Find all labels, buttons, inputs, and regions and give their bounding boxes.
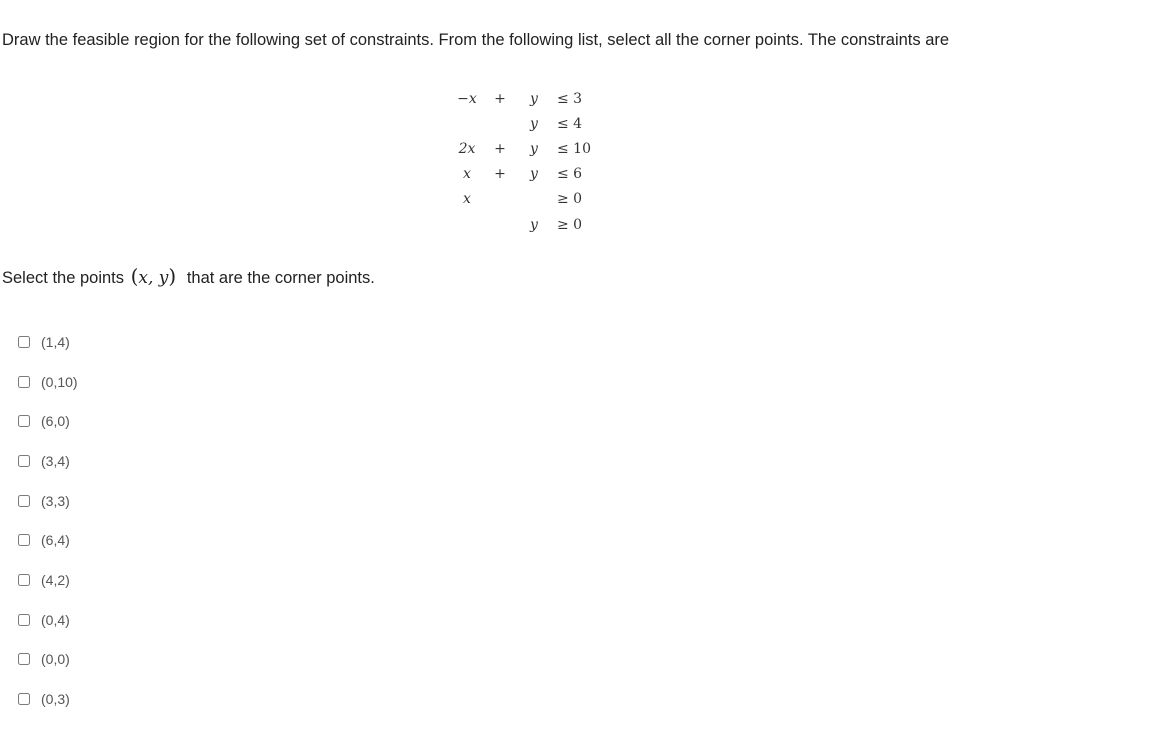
choice-label[interactable]: (6,4)	[41, 532, 70, 549]
constraint-y-term: y	[530, 216, 538, 233]
constraint-y-term: y	[530, 90, 538, 107]
point-variables: x, y	[138, 268, 169, 288]
checkbox[interactable]	[18, 653, 30, 665]
choice-label[interactable]: (0,10)	[41, 373, 78, 390]
choice-item[interactable]	[18, 600, 78, 640]
choice-item[interactable]	[18, 362, 78, 402]
checkbox[interactable]	[18, 336, 30, 348]
constraint-operator	[485, 212, 515, 237]
choice-item[interactable]	[18, 640, 78, 680]
constraint-relation: ≥ 0	[557, 191, 583, 208]
constraint-x-term: −x	[457, 90, 477, 107]
constraint-row-5	[449, 187, 607, 212]
point-notation	[130, 264, 177, 288]
choice-label[interactable]: (0,0)	[41, 651, 70, 668]
choice-item[interactable]	[18, 401, 78, 441]
constraint-x-term: x	[463, 166, 471, 183]
constraint-relation: ≤ 4	[557, 115, 583, 132]
constraint-y-term	[515, 187, 553, 212]
constraint-y-term: y	[530, 140, 538, 157]
choice-label[interactable]: (1,4)	[41, 333, 70, 350]
question-text: Draw the feasible region for the following set of constraints. From the following list, select all the corner points. The constraints are	[2, 31, 950, 49]
constraint-x-term	[449, 212, 485, 237]
checkbox[interactable]	[18, 376, 30, 388]
constraint-operator: +	[494, 166, 506, 183]
choice-label[interactable]: (0,4)	[41, 611, 70, 628]
choice-item[interactable]	[18, 481, 78, 521]
constraint-row-2	[449, 111, 607, 136]
constraint-relation: ≥ 0	[557, 216, 583, 233]
constraint-row-4	[449, 162, 607, 187]
constraint-row-3	[449, 136, 607, 161]
constraint-operator	[485, 111, 515, 136]
constraint-operator: +	[494, 90, 506, 107]
constraint-relation: ≤ 3	[557, 90, 583, 107]
choice-list	[18, 322, 78, 719]
choice-label[interactable]: (3,4)	[41, 452, 70, 469]
choice-label[interactable]: (6,0)	[41, 413, 70, 430]
checkbox[interactable]	[18, 534, 30, 546]
checkbox[interactable]	[18, 574, 30, 586]
constraint-row-1	[449, 86, 607, 111]
choice-item[interactable]	[18, 679, 78, 719]
constraint-operator: +	[494, 140, 506, 157]
constraint-row-6	[449, 212, 607, 237]
checkbox[interactable]	[18, 455, 30, 467]
constraint-relation: ≤ 6	[557, 166, 583, 183]
constraint-operator	[485, 187, 515, 212]
prompt-text-after: that are the corner points.	[186, 269, 375, 287]
choice-label[interactable]: (4,2)	[41, 571, 70, 588]
choice-item[interactable]	[18, 322, 78, 362]
checkbox[interactable]	[18, 693, 30, 705]
checkbox[interactable]	[18, 495, 30, 507]
constraint-relation: ≤ 10	[557, 140, 591, 157]
close-paren: )	[168, 264, 177, 288]
checkbox[interactable]	[18, 415, 30, 427]
constraints-system	[449, 86, 607, 237]
choice-item[interactable]	[18, 441, 78, 481]
choice-label[interactable]: (3,3)	[41, 492, 70, 509]
constraint-x-term: 2x	[458, 140, 476, 157]
checkbox[interactable]	[18, 614, 30, 626]
prompt-text-before: Select the points	[2, 269, 124, 287]
constraint-y-term: y	[530, 166, 538, 183]
choice-label[interactable]: (0,3)	[41, 691, 70, 708]
open-paren: (	[130, 264, 139, 288]
choice-item[interactable]	[18, 560, 78, 600]
constraint-y-term: y	[530, 115, 538, 132]
constraints-table	[449, 86, 607, 237]
choice-item[interactable]	[18, 520, 78, 560]
constraint-x-term	[449, 111, 485, 136]
select-prompt	[2, 265, 375, 289]
constraint-x-term: x	[463, 191, 471, 208]
